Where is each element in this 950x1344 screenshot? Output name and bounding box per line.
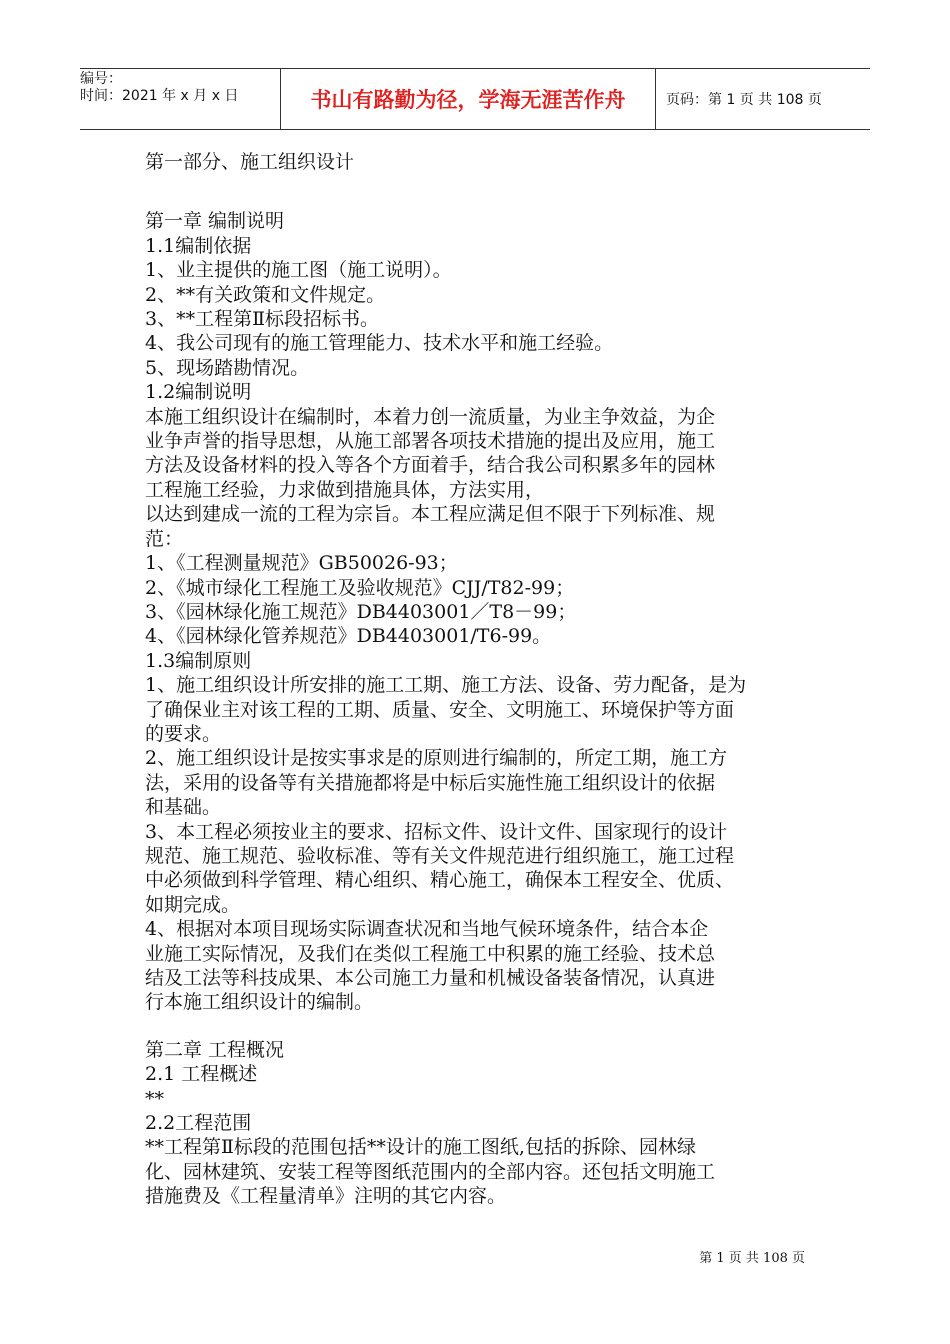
text-line: 4、我公司现有的施工管理能力、技术水平和施工经验。 (145, 332, 614, 355)
text-line: 2.1 工程概述 (145, 1063, 258, 1086)
chapter-two-section (145, 1038, 810, 1209)
text-line: 2、施工组织设计是按实事求是的原则进行编制的，所定工期，施工方 (145, 747, 728, 770)
spacer (145, 186, 810, 209)
document-body (145, 150, 810, 1209)
header-page-info: 页码：第 1 页 共 108 页 (666, 92, 822, 108)
part-title: 第一部分、施工组织设计 (145, 151, 355, 173)
text-line: 规范、施工规范、验收标准、等有关文件规范进行组织施工，施工过程 (145, 844, 735, 867)
header-motto-cell (280, 69, 656, 129)
text-line: 和基础。 (145, 796, 222, 819)
text-line: 行本施工组织设计的编制。 (145, 991, 374, 1014)
text-line: 结及工法等科技成果、本公司施工力量和机械设备装备情况，认真进 (145, 967, 716, 989)
text-line: 3、本工程必须按业主的要求、招标文件、设计文件、国家现行的设计 (145, 820, 728, 843)
text-line: 工程施工经验，力求做到措施具体，方法实用， (145, 478, 545, 501)
text-line: 5、现场踏勘情况。 (145, 356, 310, 379)
text-line: 4、根据对本项目现场实际调查状况和当地气候环境条件，结合本企 (145, 918, 709, 941)
text-line: 如期完成。 (145, 893, 241, 916)
text-line: ** (145, 1087, 164, 1110)
text-line: 1、《工程测量规范》GB50026-93； (145, 552, 458, 575)
text-line: 3、《园林绿化施工规范》DB4403001／T8－99； (145, 600, 577, 623)
text-line: 以达到建成一流的工程为宗旨。本工程应满足但不限于下列标准、规 (145, 503, 716, 526)
text-line: 2、**有关政策和文件规定。 (145, 283, 386, 306)
document-number-label: 编号： (80, 71, 122, 87)
chapter-one-section (145, 209, 810, 1014)
text-line: 业争声誉的指导思想，从施工部署各项技术措施的提出及应用，施工 (145, 430, 716, 453)
text-line: **工程第Ⅱ标段的范围包括**设计的施工图纸,包括的拆除、园林绿 (145, 1136, 696, 1159)
text-line: 第二章 工程概况 (145, 1038, 285, 1061)
document-date-label: 时间：2021 年 x 月 x 日 (80, 88, 239, 104)
text-line: 第一章 编制说明 (145, 210, 285, 233)
page-header (80, 68, 870, 130)
text-line: 1、业主提供的施工图（施工说明）。 (145, 259, 452, 282)
text-line: 范： (145, 527, 184, 550)
header-left-cell (80, 69, 280, 131)
text-line: 3、**工程第Ⅱ标段招标书。 (145, 308, 380, 331)
text-line: 1.2编制说明 (145, 381, 252, 404)
text-line: 1.1编制依据 (145, 234, 252, 257)
text-line: 法，采用的设备等有关措施都将是中标后实施性施工组织设计的依据 (145, 771, 716, 794)
text-line: 中必须做到科学管理、精心组织、精心施工，确保本工程安全、优质、 (145, 869, 735, 892)
text-line: 了确保业主对该工程的工期、质量、安全、文明施工、环境保护等方面 (145, 698, 735, 721)
text-line: 措施费及《工程量清单》注明的其它内容。 (145, 1185, 507, 1208)
text-line: 1.3编制原则 (145, 649, 252, 672)
text-line: 化、园林建筑、安装工程等图纸范围内的全部内容。还包括文明施工 (145, 1160, 716, 1183)
header-page-cell (666, 69, 870, 129)
text-line: 的要求。 (145, 722, 222, 745)
text-line: 本施工组织设计在编制时，本着力创一流质量，为业主争效益，为企 (145, 405, 716, 428)
spacer (145, 1015, 810, 1038)
text-line: 业施工实际情况，及我们在类似工程施工中积累的施工经验、技术总 (145, 942, 716, 965)
header-motto: 书山有路勤为径，学海无涯苦作舟 (310, 88, 626, 112)
text-line: 方法及设备材料的投入等各个方面着手，结合我公司积累多年的园林 (145, 454, 716, 477)
page-footer: 第 1 页 共 108 页 (699, 1251, 805, 1266)
text-line: 1、施工组织设计所安排的施工工期、施工方法、设备、劳力配备，是为 (145, 674, 747, 697)
text-line: 2.2工程范围 (145, 1112, 252, 1135)
text-line: 4、《园林绿化管养规范》DB4403001/T6-99。 (145, 625, 552, 648)
text-line: 2、《城市绿化工程施工及验收规范》CJJ/T82-99； (145, 576, 575, 599)
